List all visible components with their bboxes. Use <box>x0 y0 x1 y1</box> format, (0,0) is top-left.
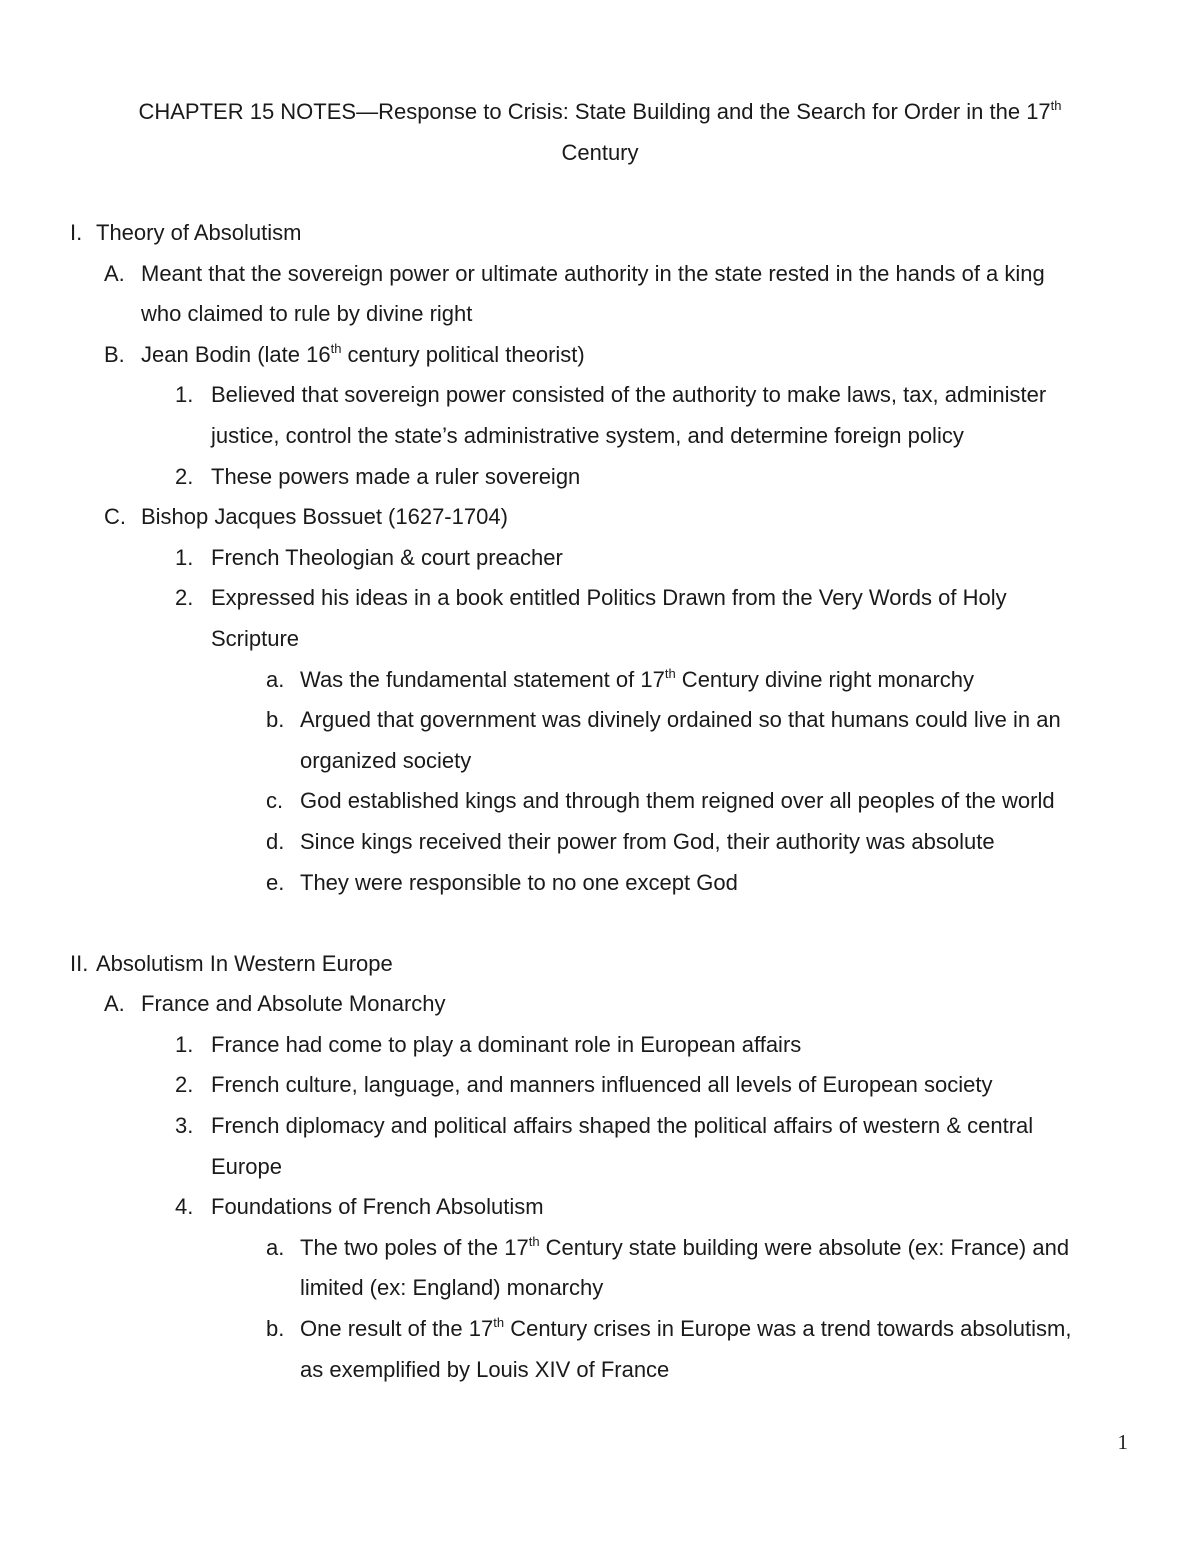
outline-marker: 3. <box>175 1113 194 1139</box>
title-superscript: th <box>1050 98 1062 113</box>
outline-text: Foundations of French Absolutism <box>211 1194 544 1220</box>
outline-marker: A. <box>104 260 125 286</box>
outline-text: French culture, language, and manners influenced all levels of European society <box>211 1072 993 1098</box>
outline-marker: d. <box>266 828 285 854</box>
outline-text: Absolutism In Western Europe <box>96 950 393 976</box>
outline-text: Europe <box>211 1153 282 1179</box>
outline-line <box>0 375 1200 416</box>
outline-line <box>0 1147 1200 1188</box>
outline-line <box>0 416 1200 457</box>
outline-text: French Theologian & court preacher <box>211 544 563 570</box>
outline-marker: II. <box>70 950 89 976</box>
outline-marker: e. <box>266 869 285 895</box>
outline-text <box>141 335 585 376</box>
document-title <box>60 92 1140 173</box>
outline-text-part: Was the fundamental statement of 17 <box>300 666 665 692</box>
outline-text: God established kings and through them reigned over all peoples of the world <box>300 788 1055 814</box>
outline-text: Argued that government was divinely ordained so that humans could live in an <box>300 707 1061 733</box>
outline-text: Bishop Jacques Bossuet (1627-1704) <box>141 504 508 530</box>
outline-text: Scripture <box>211 625 300 651</box>
outline-marker: C. <box>104 504 126 530</box>
page-number: 1 <box>1117 1430 1128 1454</box>
outline-text: These powers made a ruler sovereign <box>211 463 581 489</box>
outline-marker: 1. <box>175 1031 194 1057</box>
outline-line <box>0 781 1200 822</box>
outline-marker: 1. <box>175 544 194 570</box>
section-gap <box>0 903 1200 944</box>
outline-marker: c. <box>266 788 284 814</box>
outline-text: limited (ex: England) monarchy <box>300 1275 604 1301</box>
outline-line <box>0 213 1200 254</box>
outline-line <box>0 1025 1200 1066</box>
outline-text: Theory of Absolutism <box>96 220 302 245</box>
outline-text: Meant that the sovereign power or ultimate authority in the state rested in the hands of a king <box>141 260 1045 286</box>
outline-text-part: Century crises in Europe was a trend towards absolutism, <box>504 1316 1072 1342</box>
ordinal-superscript: th <box>664 665 676 681</box>
outline-text <box>300 1228 1069 1269</box>
outline-text: Expressed his ideas in a book entitled Politics Drawn from the Very Words of Holy <box>211 585 1007 611</box>
outline-marker: I. <box>70 220 83 245</box>
outline-text-part: Jean Bodin (late 16 <box>141 341 331 367</box>
outline-line <box>0 457 1200 498</box>
outline-marker: B. <box>104 341 125 367</box>
outline-marker: 2. <box>175 585 194 611</box>
outline-text: France had come to play a dominant role in European affairs <box>211 1031 802 1057</box>
outline-line <box>0 578 1200 619</box>
outline-line <box>0 1065 1200 1106</box>
outline-line <box>0 1106 1200 1147</box>
outline-marker: 2. <box>175 1072 194 1098</box>
outline-line <box>0 1350 1200 1391</box>
outline-marker: a. <box>266 1234 285 1260</box>
outline-line <box>0 335 1200 376</box>
outline-marker: b. <box>266 1316 285 1342</box>
outline-line <box>0 1228 1200 1269</box>
outline-line <box>0 1309 1200 1350</box>
outline-marker: a. <box>266 666 285 692</box>
outline-line <box>0 1187 1200 1228</box>
outline-marker: A. <box>104 991 125 1017</box>
outline-line <box>0 984 1200 1025</box>
outline-line <box>0 619 1200 660</box>
outline-line <box>0 863 1200 904</box>
outline-marker: 4. <box>175 1194 194 1220</box>
outline-line <box>0 944 1200 985</box>
outline-text: Believed that sovereign power consisted of the authority to make laws, tax, administer <box>211 382 1047 408</box>
outline-text: French diplomacy and political affairs shaped the political affairs of western & central <box>211 1113 1034 1139</box>
outline-text-part: The two poles of the 17 <box>300 1234 529 1260</box>
outline-line <box>0 1268 1200 1309</box>
outline-line <box>0 497 1200 538</box>
outline-line <box>0 822 1200 863</box>
outline-text: They were responsible to no one except God <box>300 869 738 895</box>
outline-text-part: Century divine right monarchy <box>675 666 975 692</box>
title-line-2: Century <box>561 139 639 165</box>
ordinal-superscript: th <box>493 1315 505 1331</box>
outline-line <box>0 254 1200 295</box>
notes-outline <box>0 213 1200 1390</box>
outline-line <box>0 741 1200 782</box>
outline-marker: 2. <box>175 463 194 489</box>
outline-text: as exemplified by Louis XIV of France <box>300 1356 670 1382</box>
title-line-1: CHAPTER 15 NOTES—Response to Crisis: State Building and the Search for Order in the 17th <box>138 98 1062 124</box>
outline-text: organized society <box>300 747 472 773</box>
outline-text <box>300 660 974 701</box>
outline-text <box>300 1309 1071 1350</box>
outline-line <box>0 700 1200 741</box>
ordinal-superscript: th <box>330 340 342 356</box>
outline-line <box>0 538 1200 579</box>
outline-text: who claimed to rule by divine right <box>141 301 473 327</box>
outline-text-part: One result of the 17 <box>300 1316 494 1342</box>
outline-text: justice, control the state’s administrative system, and determine foreign policy <box>211 422 964 448</box>
ordinal-superscript: th <box>528 1233 540 1249</box>
outline-text-part: Century state building were absolute (ex: France) and <box>539 1234 1070 1260</box>
outline-line <box>0 294 1200 335</box>
outline-text: Since kings received their power from God, their authority was absolute <box>300 828 995 854</box>
outline-text: France and Absolute Monarchy <box>141 991 446 1017</box>
outline-line <box>0 660 1200 701</box>
outline-text-part: century political theorist) <box>341 341 585 367</box>
outline-marker: b. <box>266 707 285 733</box>
outline-marker: 1. <box>175 382 194 408</box>
